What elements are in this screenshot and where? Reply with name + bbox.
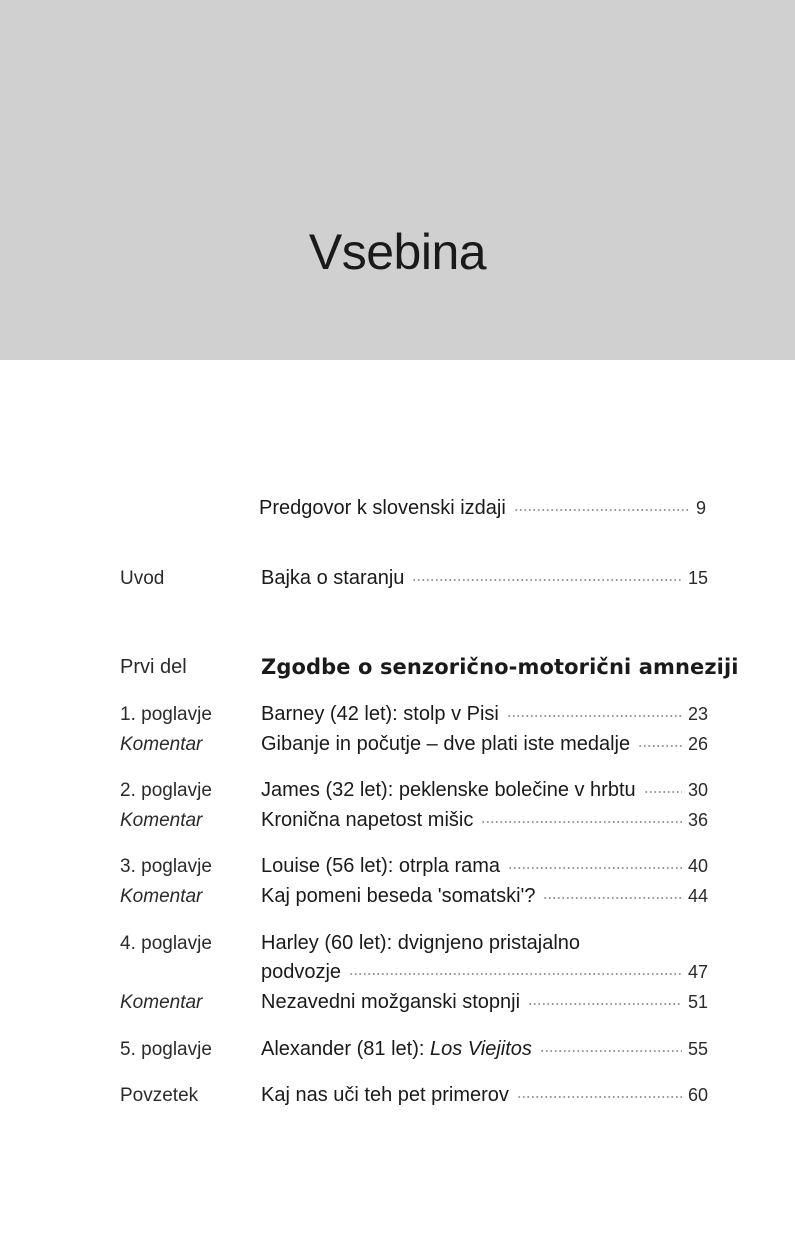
entry-title: Kronična napetost mišic: [261, 809, 474, 831]
page-number: 40: [687, 856, 708, 876]
dot-leader: [481, 821, 682, 823]
page-number: 30: [687, 780, 708, 800]
chapter-label-4: 4. poglavje: [120, 933, 212, 954]
entry-title: Nezavedni možganski stopnji: [261, 991, 521, 1013]
page-number: 9: [695, 498, 706, 518]
entry-title: James (32 let): peklenske bolečine v hrbtu: [261, 779, 636, 801]
page-number: 36: [687, 810, 708, 830]
page-title: Vsebina: [308, 224, 487, 280]
toc-entry-ch1-comment[interactable]: [261, 732, 708, 756]
comment-label-4: Komentar: [120, 992, 203, 1013]
dot-leader: [412, 579, 682, 581]
page-number: 44: [687, 886, 708, 906]
entry-title: Kaj nas uči teh pet primerov: [261, 1084, 509, 1106]
entry-title: [261, 1037, 532, 1061]
toc-entry-ch2-comment[interactable]: [261, 808, 708, 832]
toc-entry-ch3-comment[interactable]: [261, 884, 708, 908]
header-band: [0, 0, 795, 360]
entry-title: Louise (56 let): otrpla rama: [261, 855, 501, 877]
chapter-label-5: 5. poglavje: [120, 1039, 212, 1060]
dot-leader: [540, 1050, 682, 1052]
dot-leader: [638, 745, 682, 747]
entry-title-plain: Alexander (81 let):: [261, 1038, 430, 1060]
part-label: Prvi del: [120, 656, 187, 678]
page-number: 51: [687, 992, 708, 1012]
toc-entry-ch4[interactable]: [261, 960, 708, 984]
dot-leader: [517, 1096, 682, 1098]
toc-entry-ch5[interactable]: [261, 1037, 708, 1061]
comment-label-2: Komentar: [120, 810, 203, 831]
comment-label-3: Komentar: [120, 886, 203, 907]
toc-entry-intro[interactable]: [261, 566, 708, 590]
page-number: 47: [687, 962, 708, 982]
entry-title: Kaj pomeni beseda 'somatski'?: [261, 885, 536, 907]
toc-entry-summary[interactable]: [261, 1083, 708, 1107]
toc-entry-ch3[interactable]: [261, 854, 708, 878]
entry-title: Barney (42 let): stolp v Pisi: [261, 703, 499, 725]
entry-title: Predgovor k slovenski izdaji: [259, 497, 506, 519]
toc-entry-preface[interactable]: [259, 496, 706, 520]
section-label-summary: Povzetek: [120, 1085, 199, 1106]
toc-entry-ch2[interactable]: [261, 778, 708, 802]
dot-leader: [514, 509, 690, 511]
dot-leader: [349, 973, 682, 975]
page-number: 60: [687, 1085, 708, 1105]
entry-title: Gibanje in počutje – dve plati iste medalje: [261, 733, 631, 755]
entry-title-italic: Los Viejitos: [429, 1038, 532, 1060]
chapter-label-3: 3. poglavje: [120, 856, 212, 877]
toc-entry-ch1[interactable]: [261, 702, 708, 726]
section-label-intro: Uvod: [120, 568, 165, 589]
chapter-label-2: 2. poglavje: [120, 780, 212, 801]
page-number: 23: [687, 704, 708, 724]
dot-leader: [507, 715, 682, 717]
dot-leader: [644, 791, 682, 793]
part-heading: Zgodbe o senzorično-motorični amneziji: [261, 655, 739, 679]
dot-leader: [543, 897, 682, 899]
entry-title: podvozje: [261, 961, 342, 983]
chapter-label-1: 1. poglavje: [120, 704, 212, 725]
comment-label-1: Komentar: [120, 734, 203, 755]
page-number: 26: [687, 734, 708, 754]
dot-leader: [528, 1003, 682, 1005]
page-number: 55: [687, 1039, 708, 1059]
toc-entry-ch4-comment[interactable]: [261, 990, 708, 1014]
dot-leader: [508, 867, 682, 869]
page-number: 15: [687, 568, 708, 588]
entry-title: Bajka o staranju: [261, 567, 405, 589]
entry-title-line1[interactable]: Harley (60 let): dvignjeno pristajalno: [261, 932, 581, 954]
